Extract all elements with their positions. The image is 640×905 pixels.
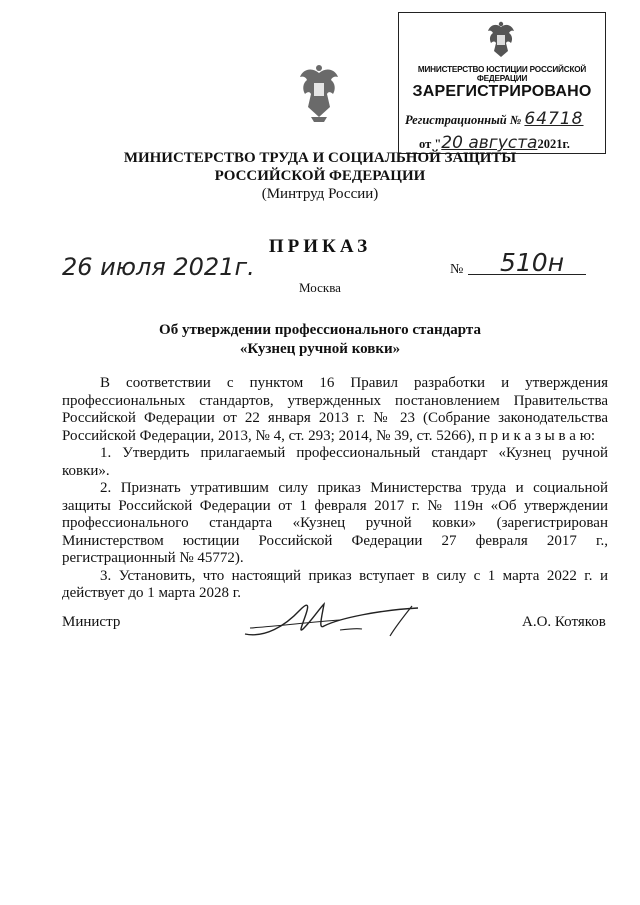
order-number-label: №	[450, 262, 464, 277]
body-paragraph: 2. Признать утратившим силу приказ Министерства труда и социальной защиты Российской Федерации от 1 февраля 2017 г. № 119н «Об утверждении профессионального стандарта «Кузнец ручной ковки» (зарегистрирован Министерством юстиции Российской Федерации 27 февраля 2017 г., регистрационный № 45772).	[62, 480, 608, 566]
handwritten-signature	[240, 596, 425, 646]
ministry-name-line2: РОССИЙСКОЙ ФЕДЕРАЦИИ	[214, 168, 426, 184]
stamp-registered-label: ЗАРЕГИСТРИРОВАНО	[412, 83, 592, 100]
coat-of-arms-icon	[296, 63, 342, 125]
registration-stamp	[398, 12, 606, 154]
coat-of-arms-icon	[484, 21, 518, 61]
order-date-handwritten: 26 июля 2021г.	[62, 253, 255, 281]
body-paragraph: 3. Установить, что настоящий приказ вступает в силу с 1 марта 2022 г. и действует до 1 марта 2028 г.	[62, 567, 608, 601]
signer-name: А.О. Котяков	[522, 614, 606, 630]
stamp-date-handwritten: 20 августа	[441, 133, 538, 153]
document-type: ПРИКАЗ	[268, 236, 372, 257]
stamp-registration-line	[405, 109, 584, 129]
ministry-short-name: (Минтруд России)	[261, 186, 379, 202]
body-paragraph: 1. Утвердить прилагаемый профессиональный стандарт «Кузнец ручной ковки».	[62, 445, 608, 479]
stamp-date-year: 2021г.	[537, 137, 570, 151]
stamp-reg-number: 64718	[524, 109, 584, 129]
document-body	[62, 375, 608, 603]
stamp-date-prefix: от "	[419, 137, 442, 151]
body-paragraph: В соответствии с пунктом 16 Правил разработки и утверждения профессиональных стандартов, утвержденных постановлением Правительства Российской Федерации от 22 января 2013 г. № 23 (Собрание законодательства Российской Федерации, 2013, № 4, ст. 293; 2014, № 39, ст. 5266), п р и к а з ы в а ю:	[62, 375, 608, 444]
ministry-name-line1: МИНИСТЕРСТВО ТРУДА И СОЦИАЛЬНОЙ ЗАЩИТЫ	[123, 150, 517, 166]
document-title-line2: «Кузнец ручной ковки»	[239, 341, 401, 357]
order-city: Москва	[299, 280, 341, 295]
stamp-ministry: МИНИСТЕРСТВО ЮСТИЦИИ РОССИЙСКОЙ ФЕДЕРАЦИИ	[417, 65, 587, 83]
document-title-line1: Об утверждении профессионального стандарта	[159, 322, 481, 338]
order-number-handwritten: 510н	[500, 248, 565, 277]
stamp-reg-label: Регистрационный №	[405, 113, 522, 127]
signer-title: Министр	[62, 614, 121, 630]
